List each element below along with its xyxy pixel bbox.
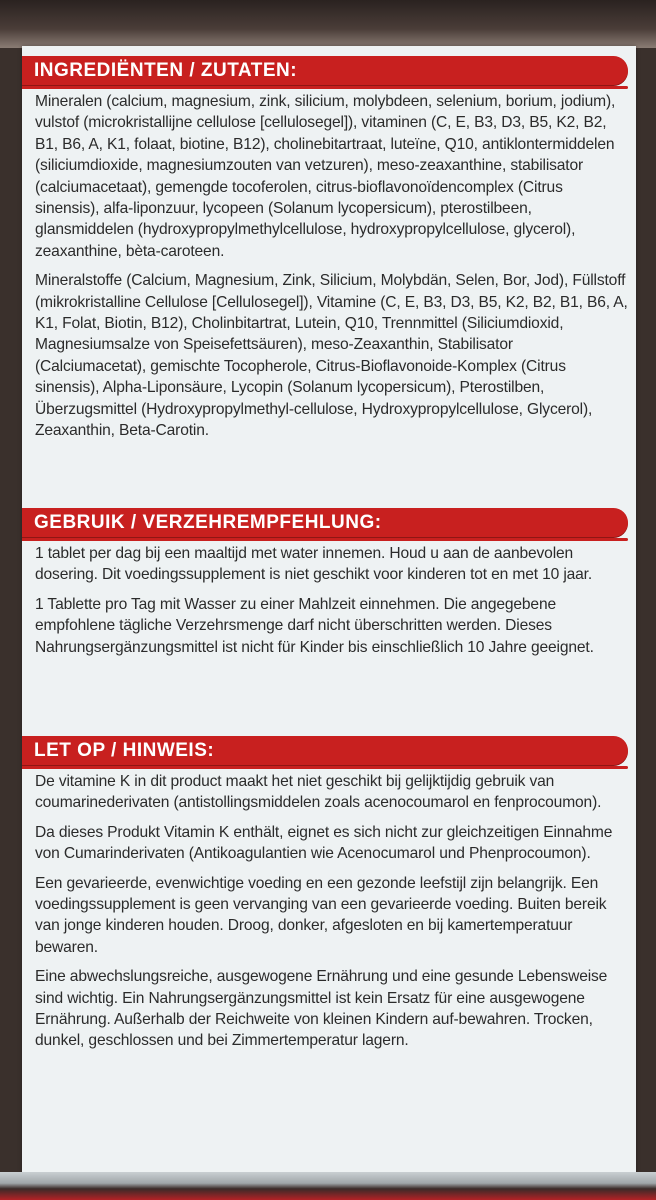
advice-text-de: Eine abwechslungsreiche, ausgewogene Ernährung und eine gesunde Lebensweise sind wichtig. Ein Nahrungsergänzungsmittel ist kein Ersatz für eine ausgewogene Ernährung. Außerhalb der Reichweite von kleinen Kindern auf-bewahren. Trocken, dunkel, geschlossen und bei Zimmertemperatur lagern. — [35, 968, 608, 1050]
label-panel — [22, 46, 636, 1174]
ingredients-text-nl: Mineralen (calcium, magnesium, zink, silicium, molybdeen, selenium, borium, jodium), vulstof (microkristallijne cellulose [cellulosegel]), vitaminen (C, E, B3, D3, B5, K2, B2, B1, B6, A, K1, folaat, biotine, B12), cholinebitartraat, luteïne, Q10, antiklontermiddelen (siliciumdioxide, magnesiumzouten van vetzuren), meso-zeaxanthine, stabilisator (calciumacetaat), gemengde tocoferolen, citrus-bioflavonoïdencomplex (Citrus sinensis), alfa-liponzuur, lycopeen (Solanum lycopersicum), pterostilbeen, glansmiddelen (hydroxypropylmethylcellulose, hydroxypropylcellulose, glycerol), zeaxanthine, bèta-caroteen. — [35, 93, 616, 260]
usage-text-nl: 1 tablet per dag bij een maaltijd met water innemen. Houd u aan de aanbevolen dosering. Dit voedingssupplement is niet geschikt voor kinderen tot en met 10 jaar. — [35, 545, 593, 584]
warning-header: LET OP / HINWEIS: — [22, 736, 628, 765]
package-top-edge — [0, 0, 656, 48]
ingredients-text-de: Mineralstoffe (Calcium, Magnesium, Zink, Silicium, Molybdän, Selen, Bor, Jod), Füllstoff (mikrokristalline Cellulose [Cellulosegel]), Vitamine (C, E, B3, D3, B5, K2, B2, B1, B6, A, K1, Folat, Biotin, B12), Cholinbitartrat, Lutein, Q10, Trennmittel (Siliciumdioxid, Magnesiumsalze von Speisefettsäuren), meso-Zeaxanthin, Stabilisator (Calciumacetat), gemischte Tocopherole, Citrus-Bioflavonoide-Komplex (Citrus sinensis), Alpha-Liponsäure, Lycopin (Solanum lycopersicum), Pterostilben, Überzugsmittel (Hydroxypropylmethyl-cellulose, Hydroxypropylcellulose, Glycerol), Zeaxanthin, Beta-Carotin. — [35, 272, 628, 440]
usage-header: GEBRUIK / VERZEHREMPFEHLUNG: — [22, 508, 628, 537]
advice-text-nl: Een gevarieerde, evenwichtige voeding en een gezonde leefstijl zijn belangrijk. Een voedingssupplement is geen vervanging van een gevarieerde voeding. Buiten bereik van jonge kinderen houden. Droog, donker, afgesloten en bij kamertemperatuur bewaren. — [35, 874, 607, 956]
ingredients-section — [22, 56, 636, 442]
ingredients-header: INGREDIËNTEN / ZUTATEN: — [22, 56, 628, 85]
warning-text-de: Da dieses Produkt Vitamin K enthält, eignet es sich nicht zur gleichzeitigen Einnahme von Cumarinderivaten (Antikoagulantien wie Acenocumarol und Phenprocoumon). — [35, 823, 613, 863]
warning-text-nl: De vitamine K in dit product maakt het niet geschikt bij gelijktijdig gebruik van coumarinederivaten (antistollingsmiddelen zoals acenocoumarol en fenprocoumon). — [35, 773, 602, 812]
usage-section — [22, 508, 636, 658]
usage-text-de: 1 Tablette pro Tag mit Wasser zu einer Mahlzeit einnehmen. Die angegebene empfohlene tägliche Verzehrsmenge darf nicht überschritten werden. Dieses Nahrungsergänzungsmittel ist nicht für Kinder bis einschließlich 10 Jahre geeignet. — [35, 595, 594, 656]
package-bottom-edge — [0, 1172, 656, 1200]
warning-section — [22, 736, 636, 1052]
